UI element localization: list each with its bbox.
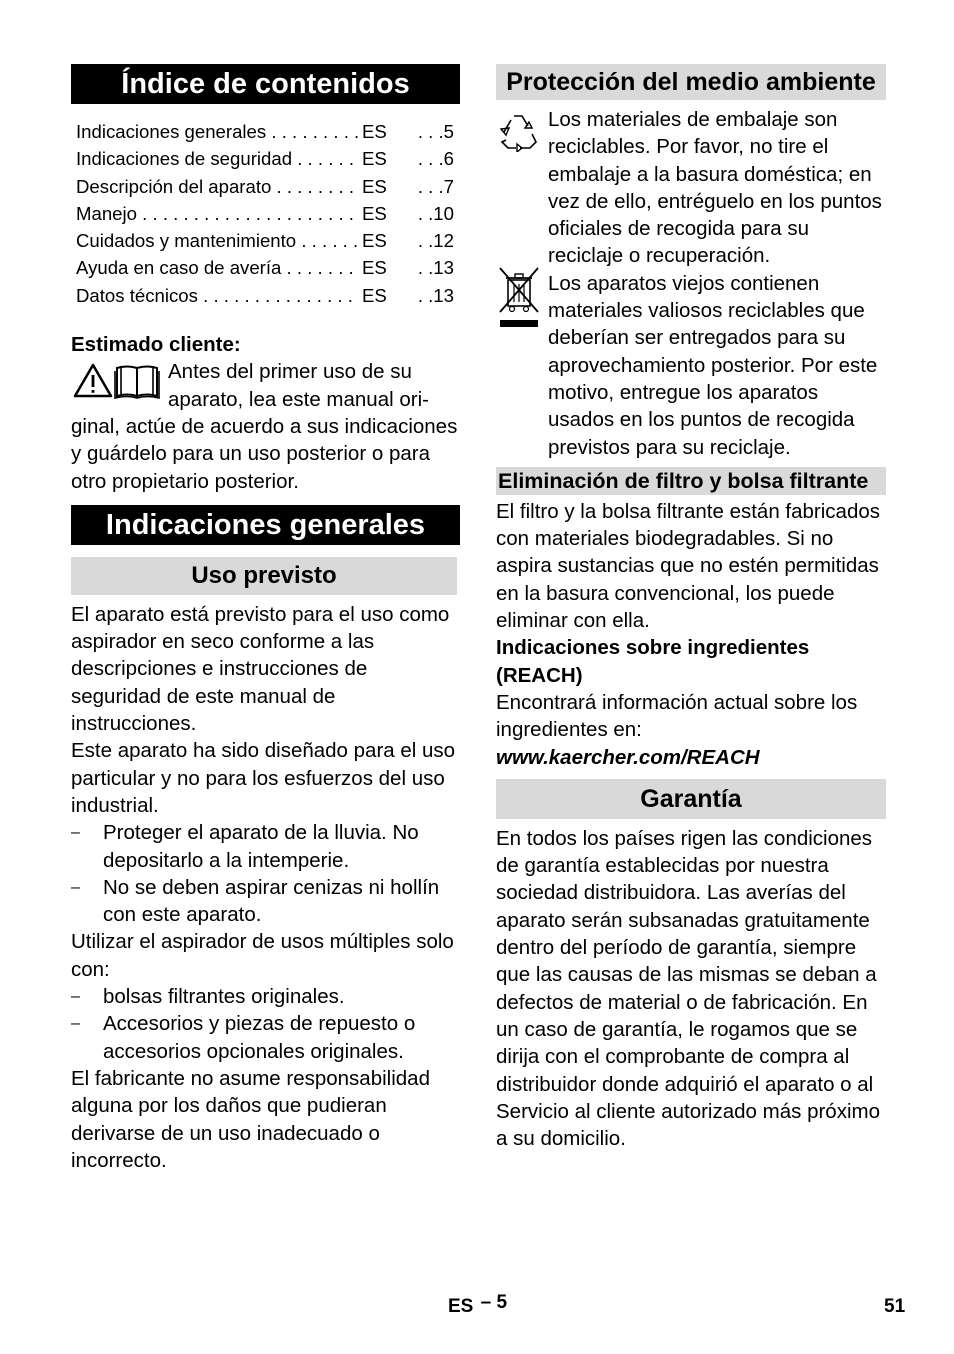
use-bullet: – No se deben aspirar cenizas ni hollín con este aparato. bbox=[71, 874, 460, 929]
environment-title: Protección del medio ambiente bbox=[496, 64, 886, 100]
use-bullet: – bolsas filtrantes originales. bbox=[71, 983, 460, 1010]
intro-line-2: aparato, lea este manual ori- bbox=[168, 387, 429, 411]
toc-entry[interactable]: Indicaciones generales . . . ES . . .5 bbox=[76, 118, 454, 145]
use-paragraph-3: Utilizar el aspirador de usos múltiples solo con: bbox=[71, 930, 454, 981]
recycle-block bbox=[496, 106, 886, 270]
recycle-icon bbox=[498, 112, 540, 157]
use-paragraph-2: Este aparato ha sido diseñado para el uso particular y no para los esfuerzos del uso industrial. bbox=[71, 739, 456, 817]
toc-entry[interactable]: Indicaciones de seguridad . . . ES . . .6 bbox=[76, 145, 454, 172]
recycle-text: Los materiales de embalaje son reciclables. Por favor, no tire el embalaje a la basura doméstica; en vez de ello, entréguelo en los puntos oficiales de recogida para su reciclaje o recuperación. bbox=[548, 108, 882, 268]
toc-entry[interactable]: Datos técnicos . . . ES . .13 bbox=[76, 282, 454, 309]
intro-line-1: Antes del primer uso de su bbox=[168, 360, 412, 384]
intro-block bbox=[71, 358, 460, 494]
footer-section-label bbox=[448, 1292, 508, 1318]
intro-heading: Estimado cliente: bbox=[71, 333, 241, 357]
toc-entry[interactable]: Descripción del aparato . . . ES . . .7 bbox=[76, 173, 454, 200]
footer-lang: ES bbox=[448, 1296, 474, 1317]
filter-text: El filtro y la bolsa filtrante están fabricados con materiales biodegradables. Si no aspira sustancias que no estén permitidas en la basura convencional, los puede eliminar con ella. bbox=[496, 499, 880, 633]
warning-manual-icon bbox=[71, 362, 161, 405]
use-bullet: – Accesorios y piezas de repuesto o accesorios opcionales originales. bbox=[71, 1010, 460, 1065]
intro-text: ginal, actúe de acuerdo a sus indicaciones y guárdelo para un uso posterior o para otro propietario posterior. bbox=[71, 414, 458, 493]
filter-title: Eliminación de filtro y bolsa filtrante bbox=[496, 467, 886, 495]
weee-text: Los aparatos viejos contienen materiales valiosos reciclables que deberían ser entregados para su aprovechamiento posterior. Por este motivo, entregue los aparatos usados en los puntos de recogida previstos para su reciclaje. bbox=[548, 271, 878, 459]
use-paragraph-4: El fabricante no asume responsabilidad alguna por los daños que pudieran derivarse de un uso inadecuado o incorrecto. bbox=[71, 1066, 430, 1172]
warranty-title: Garantía bbox=[496, 779, 886, 819]
weee-block bbox=[496, 270, 886, 461]
toc-title: Índice de contenidos bbox=[71, 64, 460, 104]
use-title: Uso previsto bbox=[71, 557, 457, 595]
use-bullet: – Proteger el aparato de la lluvia. No depositarlo a la intemperie. bbox=[71, 819, 460, 874]
reach-text: Encontrará información actual sobre los ingredientes en: bbox=[496, 690, 858, 742]
reach-link[interactable]: www.kaercher.com/REACH bbox=[496, 745, 760, 769]
warranty-text: En todos los países rigen las condiciones de garantía establecidas por nuestra sociedad distribuidora. Las averías del aparato serán subsanadas gratuitamente dentro del período de garantía, siempre que las causas de las mismas se deban a defectos de material o de fabricación. En un caso de garantía, le rogamos que se dirija con el comprobante de compra al distribuidor donde adquirió el aparato o al Servicio al cliente autorizado más próximo a su domicilio. bbox=[496, 826, 880, 1151]
left-column bbox=[71, 64, 460, 1174]
right-column bbox=[496, 64, 886, 1152]
page-number: 51 bbox=[884, 1296, 906, 1317]
use-paragraph-1: El aparato está previsto para el uso como aspirador en seco conforme a las descripciones e instrucciones de seguridad de este manual de instrucciones. bbox=[71, 602, 450, 736]
toc-entry[interactable]: Manejo . . . ES . .10 bbox=[76, 200, 454, 227]
footer-section-page: – 5 bbox=[480, 1292, 508, 1313]
toc-entry[interactable]: Cuidados y mantenimiento . . . ES . .12 bbox=[76, 227, 454, 254]
reach-title: Indicaciones sobre ingredientes (REACH) bbox=[496, 636, 810, 687]
crossed-bin-icon bbox=[498, 266, 540, 335]
toc-list bbox=[76, 118, 454, 309]
toc-entry[interactable]: Ayuda en caso de avería . . . ES . .13 bbox=[76, 254, 454, 281]
general-title: Indicaciones generales bbox=[71, 505, 460, 545]
